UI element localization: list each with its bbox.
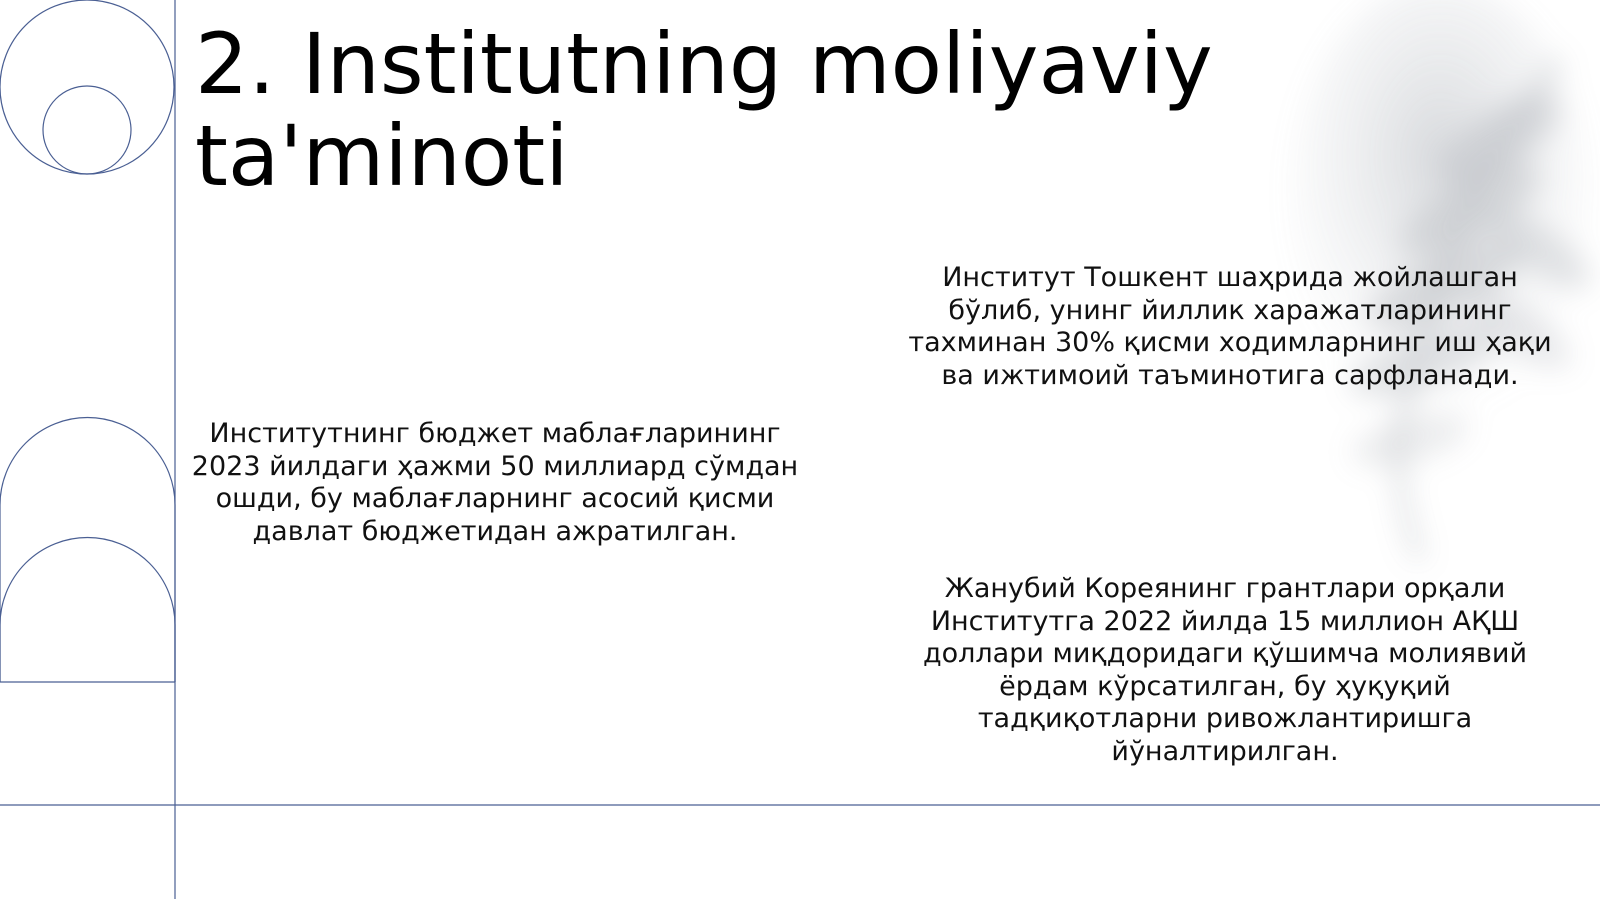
paragraph-grants: Жанубий Кореянинг грантлари орқали Институтга 2022 йилда 15 миллион АҚШ доллари миқдоридаги қўшимча молиявий ёрдам кўрсатилган, бу ҳуқуқий тадқиқотларни ривожлантиришга йўналтирилган.	[922, 573, 1528, 767]
slide-title: 2. Institutning moliyaviy ta'minoti	[195, 15, 1213, 205]
paragraph-budget: Институтнинг бюджет маблағларининг 2023 йилдаги ҳажми 50 миллиард сўмдан ошди, бу маблағларнинг асосий қисми давлат бюджетидан ажратилган.	[191, 418, 799, 547]
small-circle-outline	[43, 86, 131, 174]
paragraph-expenses: Институт Тошкент шаҳрида жойлашган бўлиб, унинг йиллик харажатларининг тахминан 30% қисми ходимларнинг иш ҳақи ва ижтимоий таъминотига сарфланади.	[908, 262, 1552, 391]
arch-outline-lower	[0, 538, 175, 683]
arch-outline-upper	[0, 418, 175, 683]
large-circle-outline	[0, 0, 174, 174]
